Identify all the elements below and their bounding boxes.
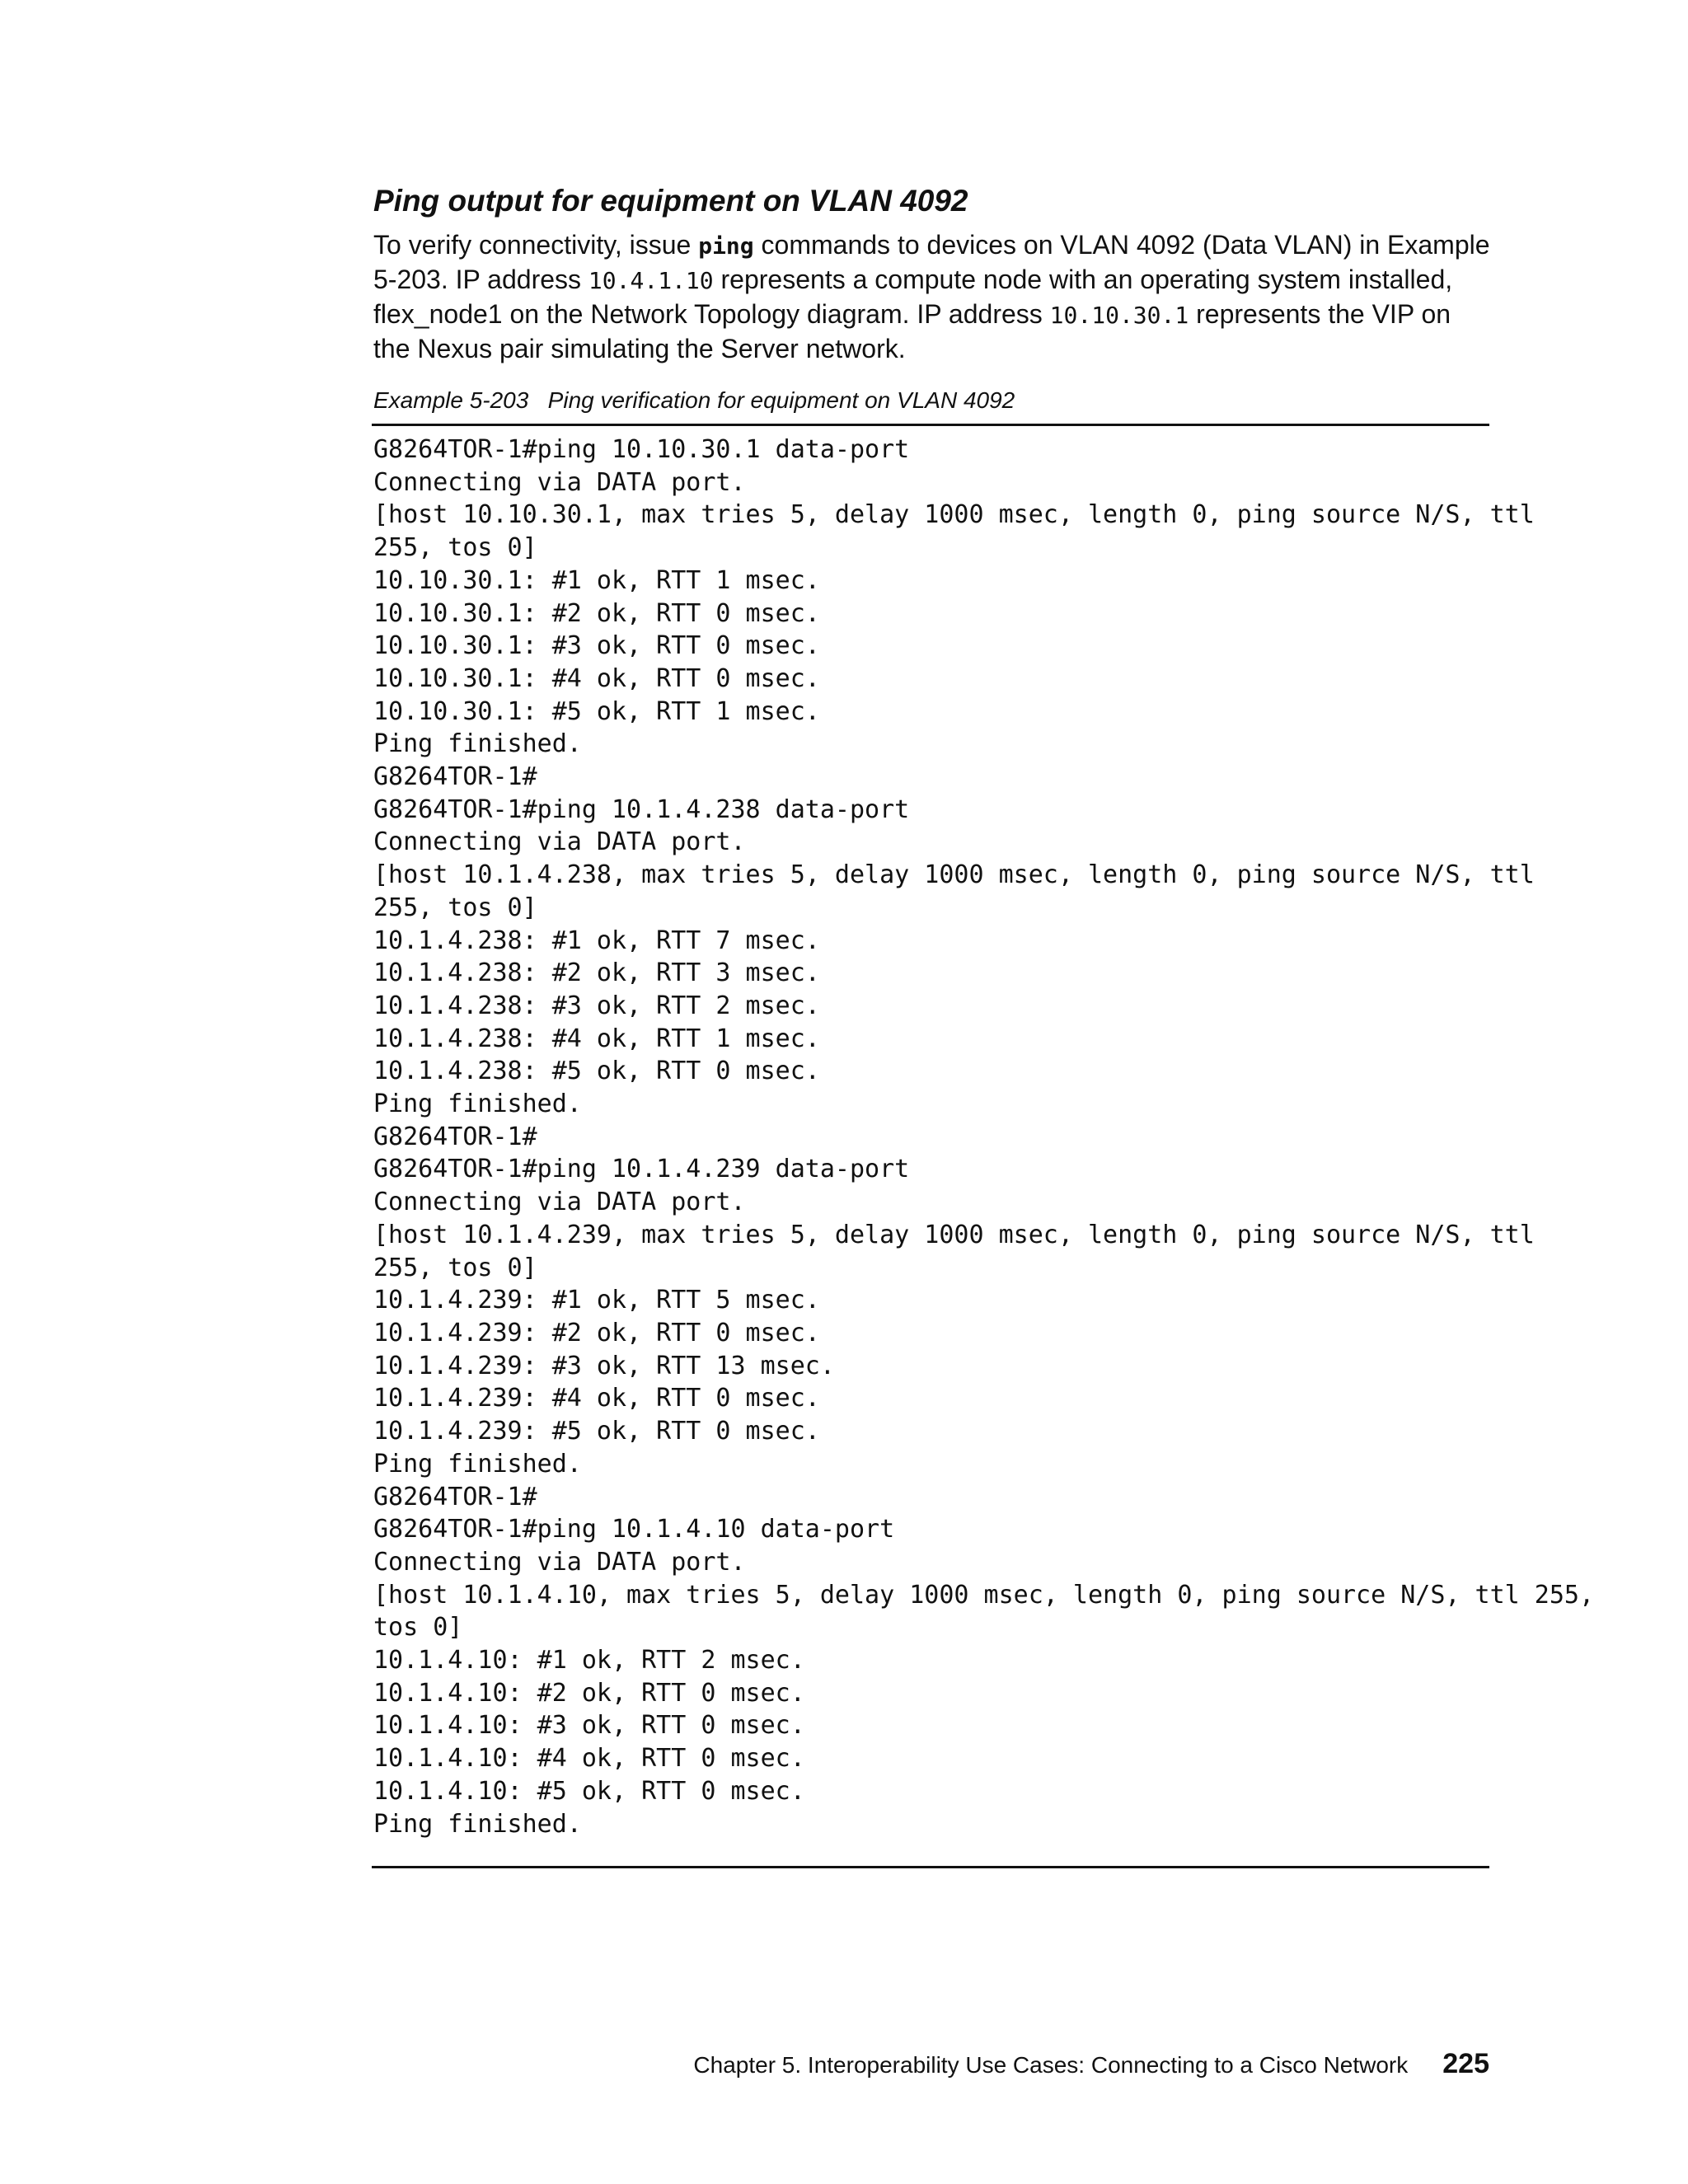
ip-address-compute-node: 10.4.1.10: [588, 267, 714, 294]
intro-paragraph: [373, 228, 1494, 365]
section-heading: Ping output for equipment on VLAN 4092: [373, 184, 968, 218]
example-bottom-rule: [372, 1866, 1489, 1868]
example-caption: Example 5-203 Ping verification for equipment on VLAN 4092: [373, 387, 1015, 413]
code-listing: G8264TOR-1#ping 10.10.30.1 data-port Connecting via DATA port. [host 10.10.30.1, max tries 5, delay 1000 msec, length 0, ping source N/S, ttl 255, tos 0] 10.10.30.1: #1 ok, RTT 1 msec. 10.10.30.1: #2 ok, RTT 0 msec. 10.10.30.1: #3 ok, RTT 0 msec. 10.10.30.1: #4 ok, RTT 0 msec. 10.10.30.1: #5 ok, RTT 1 msec. Ping finished. G8264TOR-1# G8264TOR-1#ping 10.1.4.238 data-port Connecting via DATA port. [host 10.1.4.238, max tries 5, delay 1000 msec, length 0, ping source N/S, ttl 255, tos 0] 10.1.4.238: #1 ok, RTT 7 msec. 10.1.4.238: #2 ok, RTT 3 msec. 10.1.4.238: #3 ok, RTT 2 msec. 10.1.4.238: #4 ok, RTT 1 msec. 10.1.4.238: #5 ok, RTT 0 msec. Ping finished. G8264TOR-1# G8264TOR-1#ping 10.1.4.239 data-port Connecting via DATA port. [host 10.1.4.239, max tries 5, delay 1000 msec, length 0, ping source N/S, ttl 255, tos 0] 10.1.4.239: #1 ok, RTT 5 msec. 10.1.4.239: #2 ok, RTT 0 msec. 10.1.4.239: #3 ok, RTT 13 msec. 10.1.4.239: #4 ok, RTT 0 msec. 10.1.4.239: #5 ok, RTT 0 msec. Ping finished. G8264TOR-1# G8264TOR-1#ping 10.1.4.10 data-port Connecting via DATA port. [host 10.1.4.10, max tries 5, delay 1000 msec, length 0, ping source N/S, ttl 255, tos 0] 10.1.4.10: #1 ok, RTT 2 msec. 10.1.4.10: #2 ok, RTT 0 msec. 10.1.4.10: #3 ok, RTT 0 msec. 10.1.4.10: #4 ok, RTT 0 msec. 10.1.4.10: #5 ok, RTT 0 msec. Ping finished.: [373, 435, 1595, 1839]
example-top-rule: [372, 424, 1489, 426]
page-number: 225: [1442, 2048, 1489, 2079]
ping-command: ping: [698, 232, 754, 260]
paragraph-text-4: represents the VIP on the Nexus pair simulating the Server network.: [373, 299, 1451, 363]
chapter-title: Chapter 5. Interoperability Use Cases: Connecting to a Cisco Network: [693, 2052, 1409, 2078]
ip-address-vip: 10.10.30.1: [1049, 302, 1189, 329]
paragraph-text-1: To verify connectivity, issue: [373, 230, 699, 260]
page-footer: [693, 2047, 1489, 2082]
paragraph-text-3: represents a compute node with an operating system installed, flex_node1 on the Network Topology diagram. IP address: [373, 265, 1453, 329]
paragraph-text-2: commands to devices on VLAN 4092 (Data VLAN) in Example 5-203. IP address: [373, 230, 1490, 294]
